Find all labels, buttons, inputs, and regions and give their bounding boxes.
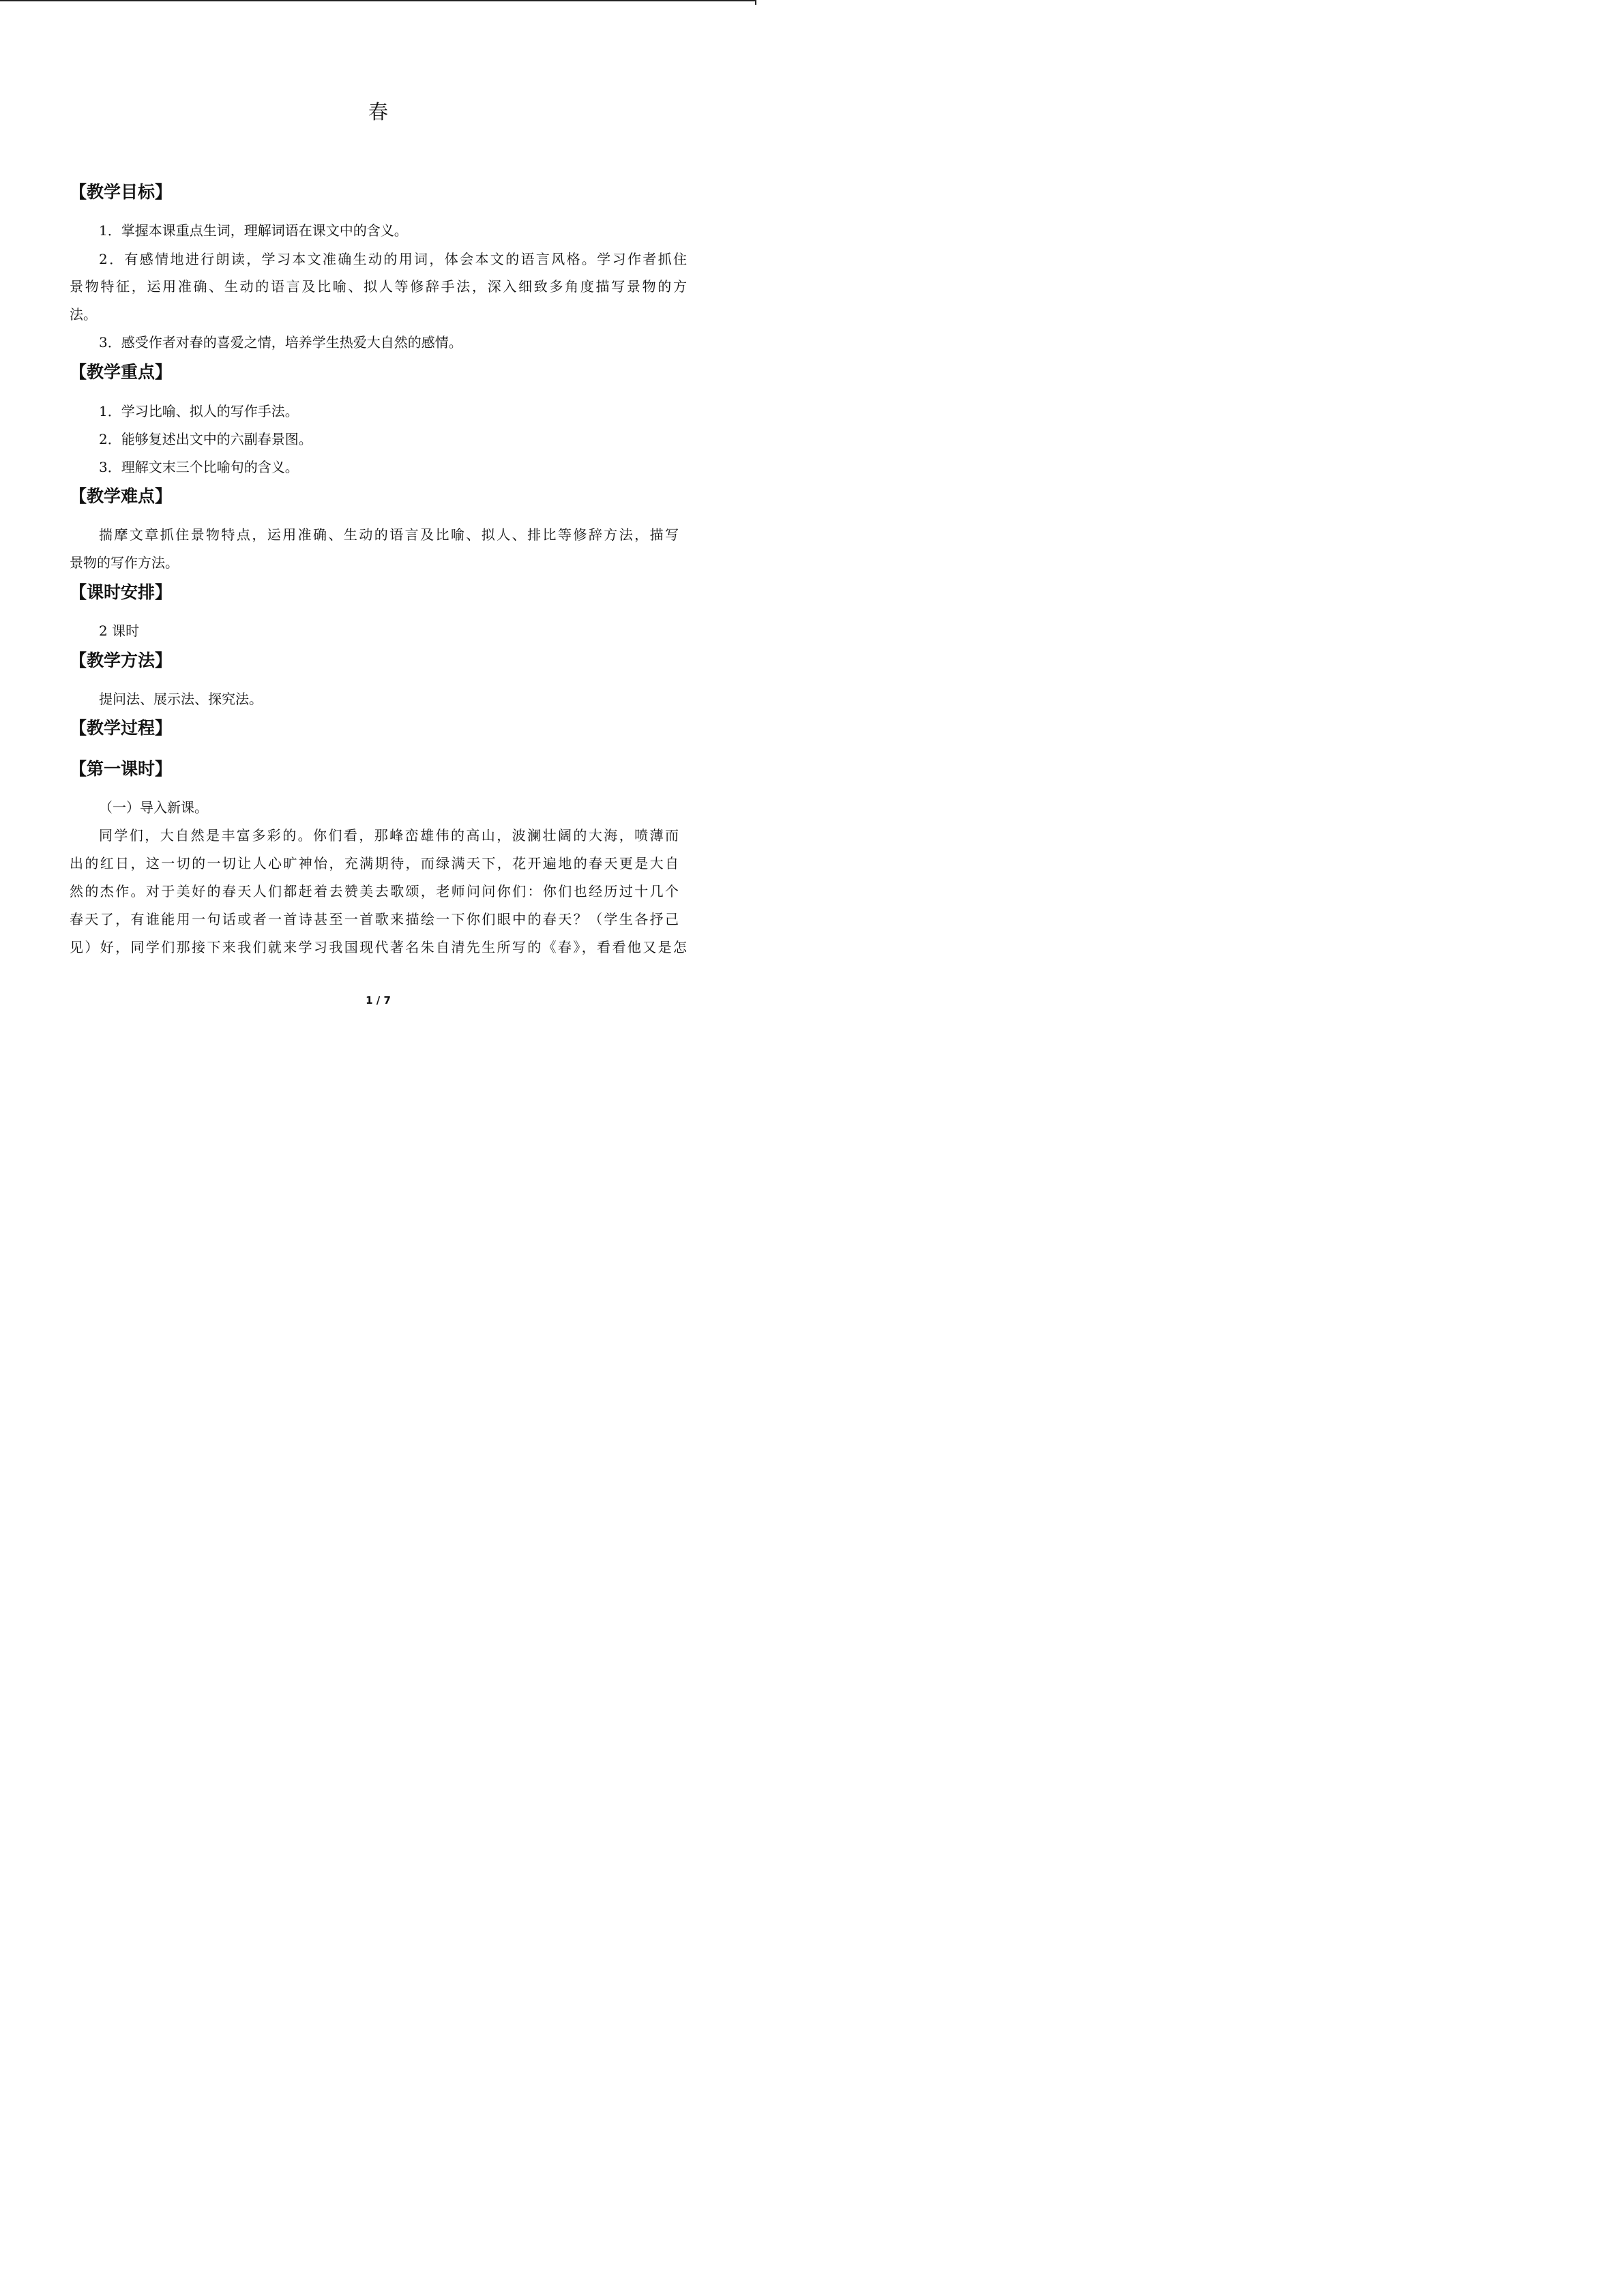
lesson-one-line-1: （一）导入新课。 bbox=[99, 799, 208, 816]
key-point-line-2: 2．能够复述出文中的六副春景图。 bbox=[99, 431, 312, 447]
section-heading-process: 【教学过程】 bbox=[70, 718, 173, 738]
difficulty-line-1: 揣摩文章抓住景物特点，运用准确、生动的语言及比喻、拟人、排比等修辞方法，描写 bbox=[99, 526, 679, 543]
lesson-one-line-3: 出的红日，这一切的一切让人心旷神怡，充满期待，而绿满天下，花开遍地的春天更是大自 bbox=[70, 855, 679, 871]
goal-line-2: 2．有感情地进行朗读，学习本文准确生动的用词，体会本文的语言风格。学习作者抓住 bbox=[99, 251, 687, 267]
lesson-one-line-4: 然的杰作。对于美好的春天人们都赶着去赞美去歌颂，老师问问你们：你们也经历过十几个 bbox=[70, 883, 679, 899]
goal-line-1: 1．掌握本课重点生词，理解词语在课文中的含义。 bbox=[99, 222, 408, 239]
lesson-one-line-5: 春天了，有谁能用一句话或者一首诗甚至一首歌来描绘一下你们眼中的春天？（学生各抒己 bbox=[70, 911, 679, 927]
lesson-one-line-2: 同学们，大自然是丰富多彩的。你们看，那峰峦雄伟的高山，波澜壮阔的大海，喷薄而 bbox=[99, 827, 679, 844]
page-right-border bbox=[755, 0, 756, 5]
key-point-line-1: 1．学习比喻、拟人的写作手法。 bbox=[99, 403, 299, 419]
page-top-border bbox=[0, 0, 756, 1]
section-heading-goals: 【教学目标】 bbox=[70, 182, 173, 202]
goal-line-4: 法。 bbox=[70, 306, 97, 323]
key-point-line-3: 3．理解文末三个比喻句的含义。 bbox=[99, 459, 299, 475]
section-heading-key-points: 【教学重点】 bbox=[70, 362, 173, 382]
section-heading-schedule: 【课时安排】 bbox=[70, 582, 173, 602]
goal-line-5: 3．感受作者对春的喜爱之情，培养学生热爱大自然的感情。 bbox=[99, 334, 462, 351]
section-heading-lesson-one: 【第一课时】 bbox=[70, 759, 173, 779]
goal-line-3: 景物特征，运用准确、生动的语言及比喻、拟人等修辞手法，深入细致多角度描写景物的方 bbox=[70, 278, 687, 295]
difficulty-line-2: 景物的写作方法。 bbox=[70, 554, 179, 571]
lesson-one-line-6: 见）好，同学们那接下来我们就来学习我国现代著名朱自清先生所写的《春》，看看他又是怎 bbox=[70, 939, 687, 955]
section-heading-difficulties: 【教学难点】 bbox=[70, 486, 173, 506]
document-title: 春 bbox=[368, 100, 388, 123]
methods-line-1: 提问法、展示法、探究法。 bbox=[99, 691, 263, 707]
section-heading-methods: 【教学方法】 bbox=[70, 651, 173, 670]
page-number: 1 / 7 bbox=[366, 994, 391, 1007]
schedule-line-1: 2 课时 bbox=[99, 623, 140, 639]
